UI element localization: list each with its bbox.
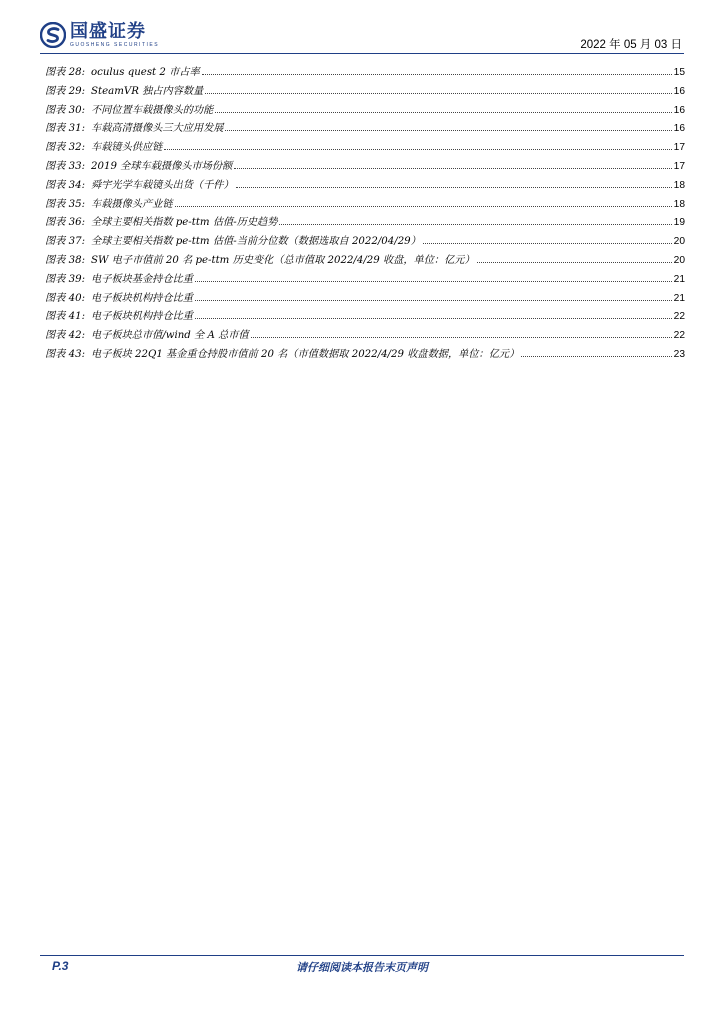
- toc-figure-title: SteamVR 独占内容数量: [91, 85, 204, 97]
- toc-leader-dots: [164, 149, 671, 150]
- report-date: 2022 年 05 月 03 日: [580, 39, 682, 51]
- toc-page-number: 22: [673, 311, 685, 323]
- toc-entry[interactable]: [45, 101, 685, 120]
- toc-page-number: 17: [673, 142, 685, 154]
- toc-entry[interactable]: [45, 307, 685, 326]
- toc-figure-title: 车载高清摄像头三大应用发展: [91, 123, 224, 135]
- toc-figure-label: 图表 40:: [45, 292, 86, 304]
- toc-leader-dots: [195, 281, 672, 282]
- toc-figure-label: 图表 42:: [45, 330, 86, 342]
- page-header: [0, 0, 724, 60]
- toc-leader-dots: [236, 187, 672, 188]
- toc-page-number: 23: [673, 348, 685, 360]
- toc-page-number: 21: [673, 273, 685, 285]
- toc-leader-dots: [279, 224, 671, 225]
- toc-figure-title: SW 电子市值前 20 名 pe-ttm 历史变化（总市值取 2022/4/29 收盘，单位：亿元）: [91, 254, 475, 266]
- disclaimer-text: 请仔细阅读本报告末页声明: [296, 961, 428, 974]
- toc-entry[interactable]: [45, 232, 685, 251]
- toc-leader-dots: [423, 243, 672, 244]
- toc-page-number: 19: [673, 217, 685, 229]
- toc-figure-label: 图表 35:: [45, 198, 86, 210]
- toc-entry[interactable]: [45, 82, 685, 101]
- toc-page-number: 20: [673, 254, 685, 266]
- toc-figure-title: 电子板块总市值/wind 全 A 总市值: [91, 330, 249, 342]
- toc-figure-title: 电子板块机构持仓比重: [91, 311, 193, 323]
- toc-figure-label: 图表 30:: [45, 104, 86, 116]
- toc-figure-label: 图表 28:: [45, 67, 86, 78]
- toc-entry[interactable]: [45, 213, 685, 232]
- toc-figure-title: oculus quest 2 市占率: [91, 67, 200, 78]
- toc-leader-dots: [202, 74, 672, 75]
- toc-entry[interactable]: [45, 157, 685, 176]
- toc-figure-label: 图表 36:: [45, 217, 86, 229]
- toc-entry[interactable]: [45, 63, 685, 82]
- toc-figure-label: 图表 38:: [45, 254, 86, 266]
- toc-leader-dots: [477, 262, 672, 263]
- toc-entry[interactable]: [45, 251, 685, 270]
- toc-figure-title: 全球主要相关指数 pe-ttm 估值-当前分位数（数据选取自 2022/04/29）: [91, 236, 421, 248]
- toc-page-number: 18: [673, 179, 685, 191]
- toc-leader-dots: [205, 93, 671, 94]
- toc-entry[interactable]: [45, 195, 685, 214]
- figure-list: [45, 63, 685, 364]
- toc-figure-title: 车载摄像头产业链: [91, 198, 173, 210]
- guosheng-logo-icon: [40, 22, 66, 48]
- toc-entry[interactable]: [45, 345, 685, 364]
- toc-entry[interactable]: [45, 176, 685, 195]
- toc-figure-label: 图表 31:: [45, 123, 86, 135]
- toc-figure-label: 图表 34:: [45, 179, 86, 191]
- toc-figure-title: 电子板块机构持仓比重: [91, 292, 193, 304]
- toc-page-number: 22: [673, 330, 685, 342]
- header-divider: [40, 53, 684, 54]
- toc-figure-title: 电子板块基金持仓比重: [91, 273, 193, 285]
- toc-page-number: 16: [673, 123, 685, 135]
- toc-figure-title: 不同位置车载摄像头的功能: [91, 104, 214, 116]
- toc-page-number: 16: [673, 104, 685, 116]
- toc-page-number: 16: [673, 85, 685, 97]
- footer-divider: [40, 955, 684, 956]
- toc-figure-label: 图表 29:: [45, 85, 86, 97]
- toc-leader-dots: [251, 337, 672, 338]
- toc-figure-label: 图表 33:: [45, 160, 86, 172]
- toc-figure-title: 2019 全球车载摄像头市场份额: [91, 160, 233, 172]
- toc-entry[interactable]: [45, 289, 685, 308]
- company-logo: [40, 22, 159, 48]
- toc-leader-dots: [175, 206, 672, 207]
- toc-entry[interactable]: [45, 326, 685, 345]
- toc-figure-label: 图表 43:: [45, 348, 86, 360]
- toc-figure-label: 图表 32:: [45, 142, 86, 154]
- toc-figure-title: 全球主要相关指数 pe-ttm 估值-历史趋势: [91, 217, 278, 229]
- toc-figure-label: 图表 37:: [45, 236, 86, 248]
- toc-page-number: 21: [673, 292, 685, 304]
- toc-leader-dots: [195, 300, 672, 301]
- toc-figure-title: 车载镜头供应链: [91, 142, 163, 154]
- toc-leader-dots: [521, 356, 671, 357]
- toc-page-number: 15: [673, 67, 685, 78]
- toc-leader-dots: [195, 318, 672, 319]
- toc-entry[interactable]: [45, 138, 685, 157]
- page-number: P.3: [52, 959, 69, 973]
- toc-page-number: 18: [673, 198, 685, 210]
- toc-page-number: 20: [673, 236, 685, 248]
- toc-leader-dots: [215, 112, 671, 113]
- toc-leader-dots: [225, 130, 671, 131]
- toc-figure-title: 电子板块 22Q1 基金重仓持股市值前 20 名（市值数据取 2022/4/29 收盘数据，单位：亿元）: [91, 348, 520, 360]
- company-name-en: GUOSHENG SECURITIES: [70, 42, 160, 48]
- toc-figure-title: 舜宇光学车载镜头出货（千件）: [91, 179, 234, 191]
- toc-leader-dots: [234, 168, 671, 169]
- toc-figure-label: 图表 41:: [45, 311, 86, 323]
- toc-figure-label: 图表 39:: [45, 273, 86, 285]
- toc-entry[interactable]: [45, 270, 685, 289]
- company-name-cn: 国盛证券: [70, 21, 146, 42]
- toc-entry[interactable]: [45, 119, 685, 138]
- toc-page-number: 17: [673, 160, 685, 172]
